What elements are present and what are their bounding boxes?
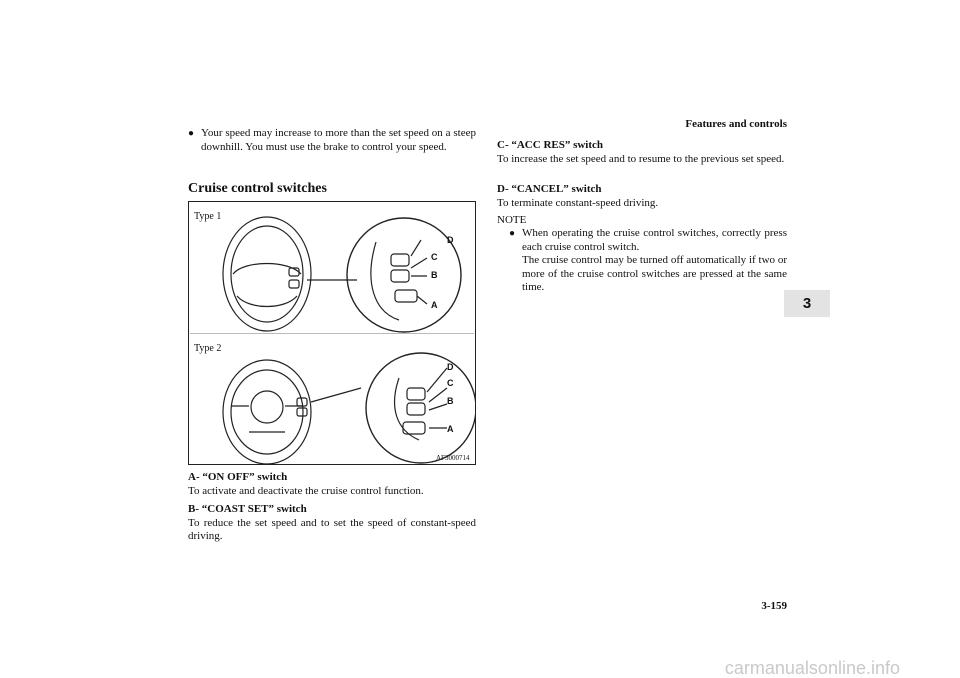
switch-a-title: A- “ON OFF” switch xyxy=(188,471,288,483)
figure-type2-label: Type 2 xyxy=(194,343,222,354)
watermark: carmanualsonline.info xyxy=(724,658,900,678)
note-bullet-icon: ● xyxy=(509,228,516,239)
figure-type1-label: Type 1 xyxy=(194,211,222,222)
intro-bullet-text: Your speed may increase to more than the set speed on a steep downhill. You must use the brake to control your speed. xyxy=(201,127,476,153)
type1-wheel-icon xyxy=(223,217,311,331)
switch-a xyxy=(188,471,476,498)
type2-letter-c: C xyxy=(447,378,454,388)
note-line-2: The cruise control may be turned off automatically if two or more of the cruise control switches are pressed at the same time. xyxy=(522,254,787,293)
note-text xyxy=(522,227,787,295)
switch-c-title: C- “ACC RES” switch xyxy=(497,139,604,151)
type1-letter-b: B xyxy=(431,270,438,280)
type1-letter-d: D xyxy=(447,235,454,245)
type1-letter-a: A xyxy=(431,300,438,310)
note-heading: NOTE xyxy=(497,214,527,226)
section-title: Cruise control switches xyxy=(188,181,327,196)
switch-c-desc: To increase the set speed and to resume to the previous set speed. xyxy=(497,152,785,165)
page-header: Features and controls xyxy=(685,118,787,130)
page-number: 3-159 xyxy=(761,600,787,612)
bullet-icon: ● xyxy=(188,128,195,139)
type1-letter-c: C xyxy=(431,252,438,262)
switch-b-desc: To reduce the set speed and to set the speed of constant-speed driving. xyxy=(188,516,476,542)
type2-letter-b: B xyxy=(447,396,454,406)
steering-wheel-illustration xyxy=(189,202,475,464)
switch-d xyxy=(497,183,787,210)
note-bullet xyxy=(509,227,787,295)
switch-a-desc: To activate and deactivate the cruise control function. xyxy=(188,484,424,497)
figure-code: AF3000714 xyxy=(436,454,470,462)
switch-d-title: D- “CANCEL” switch xyxy=(497,183,602,195)
switch-b xyxy=(188,503,476,544)
type2-letter-a: A xyxy=(447,424,454,434)
chapter-tab: 3 xyxy=(784,290,830,317)
switch-c xyxy=(497,139,787,166)
type2-wheel-icon xyxy=(223,360,311,464)
cruise-switch-figure xyxy=(188,201,476,465)
note-line-1: When operating the cruise control switches, correctly press each cruise control switch. xyxy=(522,227,787,253)
switch-b-title: B- “COAST SET” switch xyxy=(188,503,307,515)
type2-letter-d: D xyxy=(447,362,454,372)
switch-d-desc: To terminate constant-speed driving. xyxy=(497,196,659,209)
intro-bullet xyxy=(188,127,476,154)
